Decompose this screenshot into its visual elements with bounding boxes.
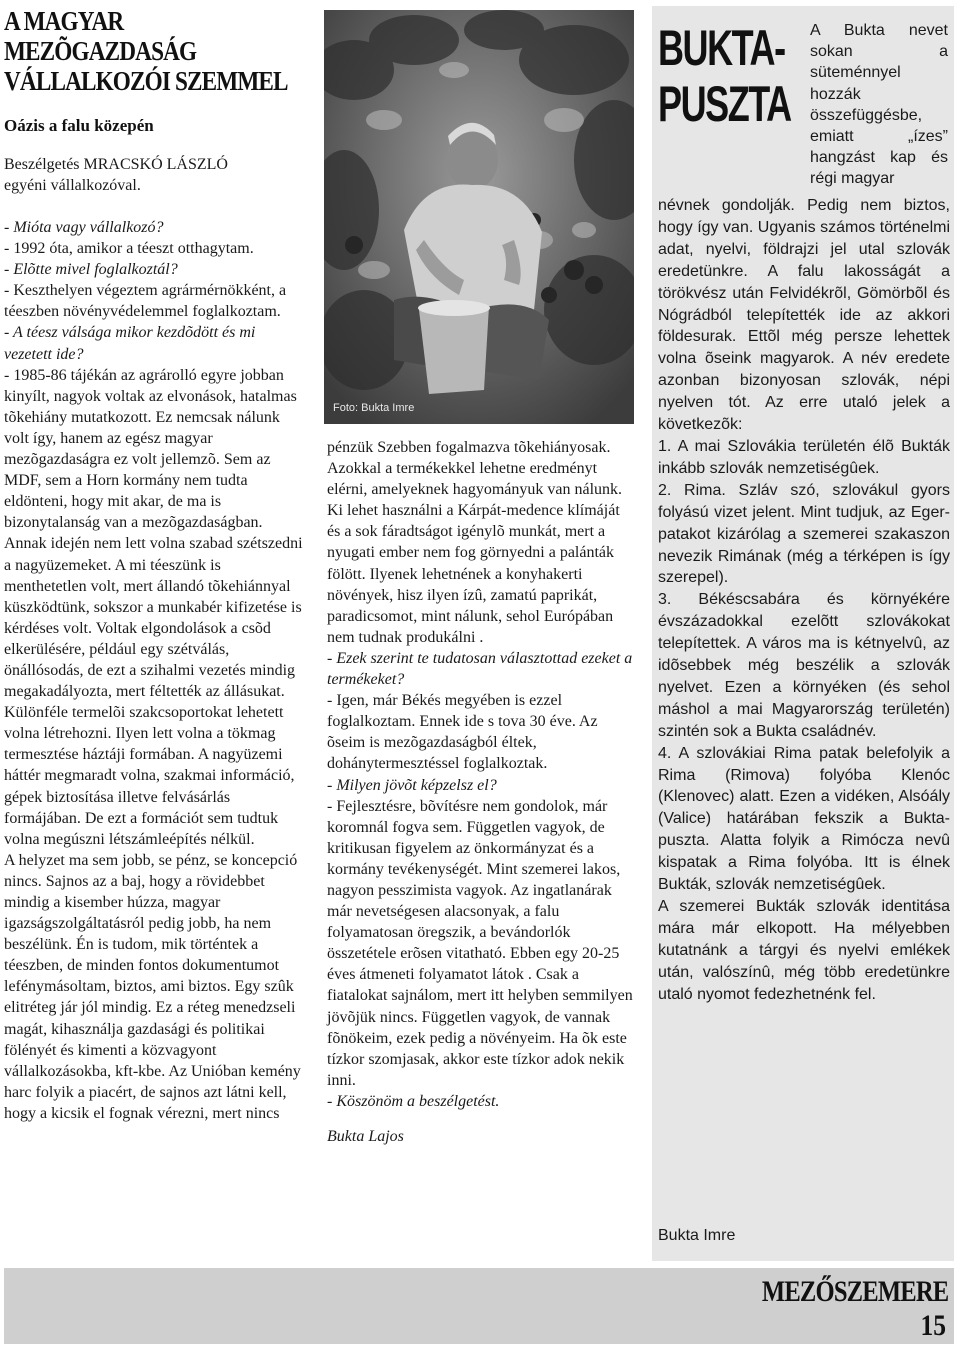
farmer-photo-image	[324, 10, 634, 424]
sidebar-title-line-2: PUSZTA	[658, 76, 791, 132]
intro-line-1: Beszélgetés MRACSKÓ LÁSZLÓ	[4, 156, 228, 173]
sidebar-title	[658, 20, 791, 132]
intro-line-2: egyéni vállalkozóval.	[4, 177, 141, 194]
answer: - Keszthelyen végeztem agrármérnökként, a téeszben növényvédelemmel foglalkoztam.	[4, 282, 287, 321]
sidebar-paragraph: névnek gondolják. Pedig nem biztos, hogy így van. Ugyanis számos történelmi adat, nyelvi, földrajzi jel utal szlovák eredetünkre. A falu lakosságát a törökvész után Felvidékrõl, Gömörbõl és Nógrádból telepítették ide az akkori földesurak. Ettõl még persze lehettek volna õseink magyarok. A név eredete azonban bizonyosan szlovák, népi nyelven tót. Az erre utaló jelek a következõk:	[658, 197, 950, 434]
interview-body-left	[4, 217, 306, 1124]
question: - Milyen jövõt képzelsz el?	[327, 776, 497, 794]
photo-credit: Foto: Bukta Imre	[333, 402, 415, 414]
left-column	[4, 6, 306, 1124]
headline-line-2: VÁLLALKOZÓI SZEMMEL	[4, 66, 288, 96]
page-number: 15	[920, 1309, 946, 1342]
closing-line: - Köszönöm a beszélgetést.	[327, 1092, 500, 1110]
answer: - Fejlesztésre, bõvítésre nem gondolok, már koromnál fogva sem. Független vagyok, de kritikusan figyelem az önkormányzat és a kormány tevékenységét. Mint szemerei lakos, nagyon pesszimista vagyok. Az ingatlanárak már nevetségesen alacsonyak, a falu folyamatosan öregszik, a bevándorlók összetétele erõsen vitatható. Ebben egy 20-25 éves átmeneti folyamatot látok . Csak a fiatalokat sajnálom, mert itt helyben semmilyen jövõjük nincs. Független vagyok, de vannak fõnökeim, ezek pedig a növényeim. Ha õk este tízkor szomjasak, akkor este tízkor adok nekik inni.	[327, 797, 633, 1089]
sidebar-paragraph: A szemerei Bukták szlovák identitása mára már elkopott. Ha mélyebben kutatnánk a tárgyi és nyelvi emlékek után, valószínû, még több eredetünkre utaló nyomot fedezhetnénk fel.	[658, 898, 950, 1003]
sidebar-body	[658, 195, 950, 1006]
headline-line-1: A MAGYAR MEZÕGAZDASÁG	[4, 6, 197, 66]
answer: - 1992 óta, amikor a téeszt otthagytam.	[4, 240, 254, 258]
author-signature: Bukta Lajos	[327, 1128, 404, 1145]
question: - Ezek szerint te tudatosan választottad ezeket a termékeket?	[327, 649, 633, 689]
sidebar-signature: Bukta Imre	[658, 1227, 736, 1244]
article-intro	[4, 154, 306, 196]
question: - Elõtte mivel foglalkoztál?	[4, 261, 178, 279]
magazine-name: MEZŐSZEMERE	[761, 1275, 948, 1308]
question: - A téesz válsága mikor kezdõdött és mi vezetett ide?	[4, 324, 256, 363]
article-subheading: Oázis a falu közepén	[4, 116, 154, 135]
answer: A helyzet ma sem jobb, se pénz, se koncepció nincs. Sajnos az a baj, hogy a rövidebbet mindig a kisember húzza, magyar igazságszolgáltatásról pedig jobb, ha nem beszélünk. Én is tudom, mik történtek a téeszben, de minden fontos dokumentumot lefénymásoltam, biztos, ami biztos. Egy szûk elitréteg jár jól mindig. Ez a réteg menedzseli magát, kihasználja gazdasági és politikai fölényét és kimenti a közvagyont vállalkozásokba, kft-kbe. Az Unióban kemény harc folyik a piacért, de sajnos azt látni kell, hogy a kicsik el fognak vérezni, mert nincs	[4, 851, 301, 1122]
answer: - Igen, már Békés megyében is ezzel foglalkoztam. Ennek ide s tova 30 éve. Az õseim is mezõgazdaságból éltek, dohánytermesztéssel foglalkoztak.	[327, 692, 598, 773]
sidebar-box	[652, 6, 954, 1261]
interview-body-middle	[327, 437, 633, 1147]
article-photo	[324, 10, 634, 424]
article-headline	[4, 6, 305, 96]
question: - Mióta vagy vállalkozó?	[4, 219, 164, 236]
sidebar-paragraph: 4. A szlovákiai Rima patak belefolyik a Rima (Rimova) folyóba Klenóc (Klenovec) alatt. Ezen a vidéken, Alsóály (Valice) határában fekszik a Bukta-puszta. Alatta folyik a Rimócza nevû kispatak a Rima folyóba. Itt is élnek Bukták, szlovák nemzetiségûek.	[658, 744, 950, 894]
sidebar-paragraph: 3. Békéscsabára és környékére évszázadokkal ezelõtt szlovákokat telepítettek. A város ma is kétnyelvû, az idõsebbek még beszélik a szlovák nyelvet. Ezen a környéken (és sehol máshol a mai Magyarország területén) szintén sok a Bukta családnév.	[658, 591, 950, 740]
sidebar-title-line-1: BUKTA-	[658, 20, 785, 76]
sidebar-intro: A Bukta nevet sokan a süteménnyel hozzák összefüggésbe, emiatt „ízes” hangzást kap és régi magyar	[810, 22, 948, 188]
answer: pénzük Szebben fogalmazva tõkehiányosak. Azokkal a termékekkel lehetne eredményt elérni, amelyeknek hagyományuk van nálunk. Ki lehet használni a Kárpát-medence klímáját és a sok fáradtságot igénylõ munkát, mert a nyugati ember nem fog görnyedni a palánták fölött. Ilyenek lehetnének a konyhakerti növények, hisz ilyen ízû, zamatú paprikát, paradicsomot, mint nálunk, sehol Európában nem tudnak produkálni .	[327, 439, 623, 646]
page-footer	[4, 1268, 954, 1344]
sidebar-paragraph: 2. Rima. Szláv szó, szlovákul gyors folyású vizet jelent. Mint tudjuk, az Eger-patakot kizárólag a szemerei szakaszon nevezik Rimának (még a térképen is így szerepel).	[658, 481, 950, 587]
answer: - 1985-86 tájékán az agrárolló egyre jobban kinyílt, nagyok voltak az elvonások, hatalmas tõkehiány mutatkozott. Ez nemcsak nálunk volt így, hanem az egész magyar mezõgazdaságra ez volt jellemzõ. Sem az MDF, sem a Horn kormány nem tudta eldönteni, hogy mit akar, de ma is bizonytalanság van a mezõgazdaságban. Annak idején nem lett volna szabad szétszedni a nagyüzemeket. A mi téeszünk is menthetetlen volt, mert állandó tõkehiánnyal küszködtünk, sokszor a munkabér kifizetése is kérdéses volt. Voltak elgondolások a csõd elkerülésére, például egy szétválás, önállósodás, de ezt a szihalmi vezetés mindig megakadályozta, mert féltették az állásukat. Különféle termelõi szakcsoportokat lehetett volna létrehozni. Ilyen lett volna a tökmag termesztése háztáji formában. A nagyüzemi háttér megmaradt volna, szakmai információ, gépek biztosítása illetve felvásárlás formájában. De ezt a formációt sem tudtuk volna megúszni létszámleépítés nélkül.	[4, 366, 303, 848]
sidebar-paragraph: 1. A mai Szlovákia területén élõ Bukták inkább szlovák nemzetiségûek.	[658, 437, 950, 477]
middle-column	[327, 437, 633, 1147]
